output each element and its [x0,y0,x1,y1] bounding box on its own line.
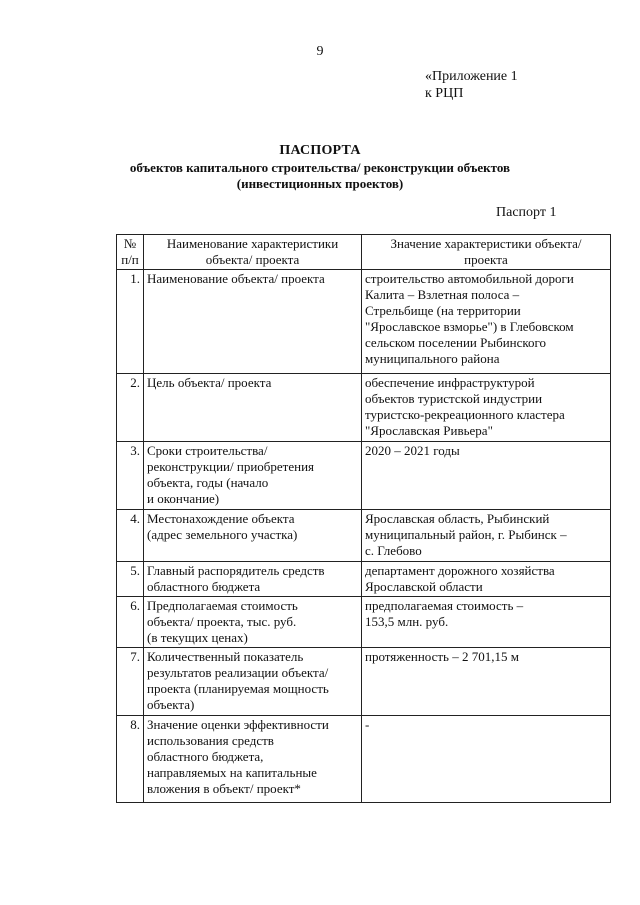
cell-line: муниципальный район, г. Рыбинск – [365,527,567,542]
header-name-line: Наименование характеристики [166,236,339,251]
table-row [117,716,611,803]
cell-line: Ярославской области [365,579,483,594]
table-header-row [117,235,611,270]
row-number: 3. [117,442,144,510]
cell-line: Количественный показатель [147,649,304,664]
cell-line: использования средств [147,733,274,748]
row-name [144,562,362,597]
cell-line: 2020 – 2021 годы [365,443,460,458]
title-sub-line-1: объектов капитального строительства/ реконструкции объектов [129,160,511,175]
cell-line: объекта, годы (начало [147,475,269,490]
row-number: 7. [117,648,144,716]
cell-line: Предполагаемая стоимость [147,598,298,613]
header-num [117,235,144,270]
title-sub-line-2: (инвестиционных проектов) [236,176,404,191]
row-value [362,374,611,442]
passport-label: Паспорт 1 [496,205,557,220]
row-name [144,648,362,716]
row-name [144,716,362,803]
row-value [362,442,611,510]
cell-line: результатов реализации объекта/ [147,665,329,680]
cell-line: и окончание) [147,491,220,506]
cell-line: Цель объекта/ проекта [147,375,272,390]
passport-table [116,234,611,803]
cell-line: объекта) [147,697,195,712]
cell-line: Ярославская область, Рыбинский [365,511,550,526]
table-row [117,510,611,562]
table-row [117,648,611,716]
cell-line: проекта (планируемая мощность [147,681,329,696]
table-row [117,374,611,442]
cell-line: областного бюджета, [147,749,264,764]
cell-line: "Ярославское взморье") в Глебовском [365,319,574,334]
row-value [362,562,611,597]
cell-line: муниципального района [365,351,500,366]
row-number: 5. [117,562,144,597]
header-value [362,235,611,270]
row-name [144,597,362,648]
title-main: ПАСПОРТА [279,143,361,158]
cell-line: Главный распорядитель средств [147,563,325,578]
cell-line: с. Глебово [365,543,422,558]
cell-line: "Ярославская Ривьера" [365,423,493,438]
row-value [362,510,611,562]
cell-line: Значение оценки эффективности [147,717,329,732]
cell-line: 153,5 млн. руб. [365,614,449,629]
cell-line: областного бюджета [147,579,261,594]
row-name [144,270,362,374]
cell-line: реконструкции/ приобретения [147,459,315,474]
cell-line: Местонахождение объекта [147,511,295,526]
cell-line: предполагаемая стоимость – [365,598,524,613]
table-row [117,562,611,597]
appendix-line-2: к РЦП [425,86,464,101]
cell-line: сельском поселении Рыбинского [365,335,547,350]
row-value [362,648,611,716]
header-value-line: Значение характеристики объекта/ [390,236,582,251]
cell-line: Наименование объекта/ проекта [147,271,325,286]
table-row [117,597,611,648]
cell-line: Калита – Взлетная полоса – [365,287,520,302]
cell-line: объектов туристской индустрии [365,391,543,406]
header-num-line: п/п [121,252,139,267]
row-name [144,442,362,510]
cell-line: (в текущих ценах) [147,630,248,645]
cell-line: объекта/ проекта, тыс. руб. [147,614,297,629]
row-value [362,270,611,374]
cell-line: Стрельбище (на территории [365,303,521,318]
cell-line: Сроки строительства/ [147,443,268,458]
cell-line: туристско-рекреационного кластера [365,407,565,422]
header-value-line: проекта [464,252,508,267]
row-value [362,716,611,803]
row-number: 1. [117,270,144,374]
appendix-line-1: «Приложение 1 [425,69,518,84]
header-num-line: № [123,236,137,251]
cell-line: строительство автомобильной дороги [365,271,574,286]
row-number: 6. [117,597,144,648]
table-row [117,270,611,374]
cell-line: вложения в объект/ проект* [147,781,301,796]
table-row [117,442,611,510]
cell-line: (адрес земельного участка) [147,527,298,542]
cell-line: протяженность – 2 701,15 м [365,649,519,664]
row-number: 4. [117,510,144,562]
document-title [0,142,640,192]
cell-line: обеспечение инфраструктурой [365,375,535,390]
cell-line: направляемых на капитальные [147,765,317,780]
row-value [362,597,611,648]
cell-line: департамент дорожного хозяйства [365,563,555,578]
row-name [144,374,362,442]
header-name [144,235,362,270]
header-name-line: объекта/ проекта [205,252,300,267]
appendix-reference [425,68,518,102]
row-name [144,510,362,562]
cell-line: - [365,717,370,732]
row-number: 8. [117,716,144,803]
page-number: 9 [316,44,324,59]
row-number: 2. [117,374,144,442]
